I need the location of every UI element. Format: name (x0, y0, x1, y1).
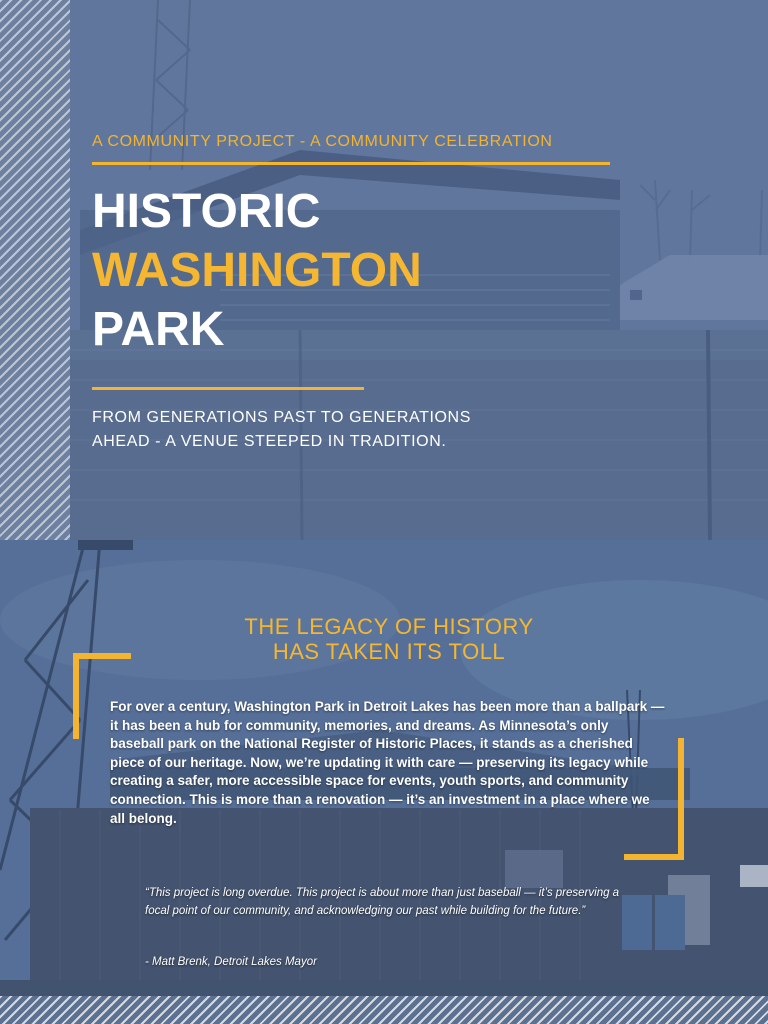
page-title-line-1: HISTORIC (92, 185, 321, 238)
hero-content (92, 0, 632, 540)
page-title-line-2: WASHINGTON (92, 244, 422, 297)
tagline: A COMMUNITY PROJECT - A COMMUNITY CELEBRATION (92, 133, 553, 150)
tagline-divider (92, 162, 610, 165)
footer-stripe-pattern (0, 996, 768, 1024)
page-title-line-3: PARK (92, 303, 225, 356)
mayor-quote: “This project is long overdue. This project is about more than just baseball — it’s preserving a focal point of our community, and acknowledging our past while building for the future.” (145, 887, 620, 917)
subtitle: FROM GENERATIONS PAST TO GENERATIONS AHEAD - A VENUE STEEPED IN TRADITION. (92, 409, 471, 450)
body-paragraph: For over a century, Washington Park in Detroit Lakes has been more than a ballpark — it has been a hub for community, memories, and dreams. As Minnesota’s only baseball park on the National Register of Historic Places, it stands as a cherished piece of our heritage. Now, we’re updating it with care — preserving its legacy while creating a safer, more accessible space for events, youth sports, and community connection. This is more than a renovation — it’s an investment in a place where we all belong. (110, 699, 665, 826)
section-heading-line-2: HAS TAKEN ITS TOLL (272, 639, 506, 664)
title-divider (92, 387, 364, 390)
diagonal-stripe-pattern (0, 0, 70, 540)
quote-attribution: - Matt Brenk, Detroit Lakes Mayor (145, 956, 317, 968)
section-heading-line-1: THE LEGACY OF HISTORY (244, 614, 534, 639)
legacy-section (0, 540, 768, 1024)
